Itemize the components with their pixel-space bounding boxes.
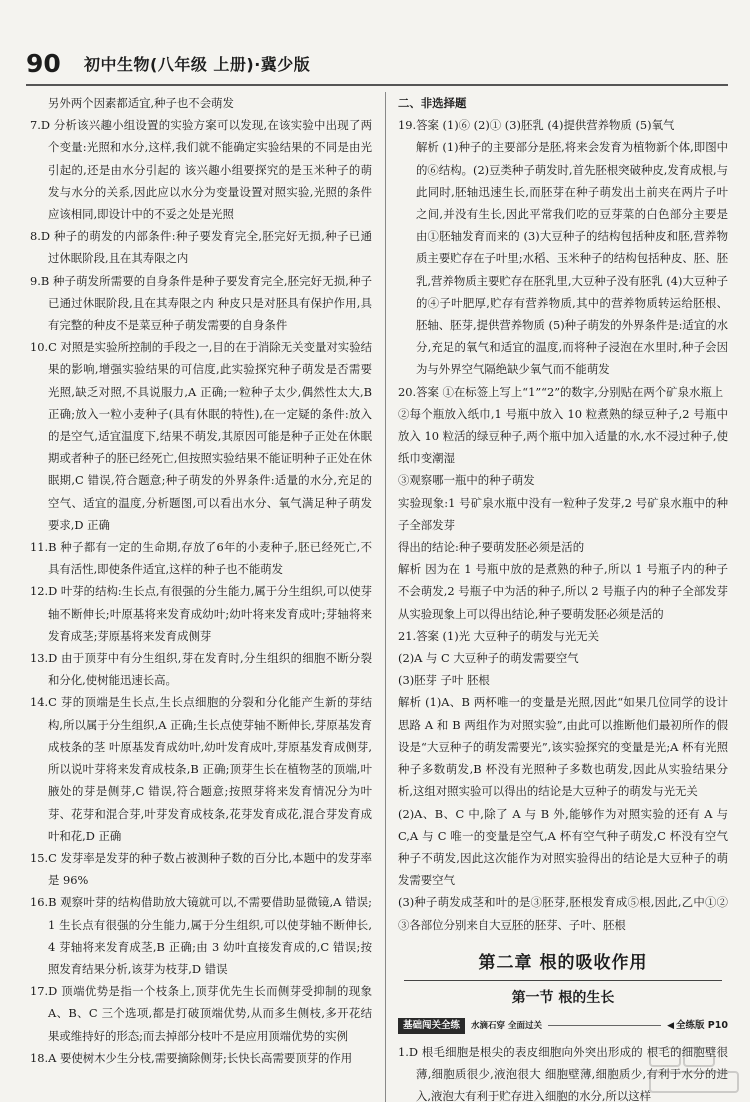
answer-20-step: 实验现象:1 号矿泉水瓶中没有一粒种子发芽,2 号矿泉水瓶中的种子全部发芽: [398, 495, 728, 532]
analysis-21: 解析 (1)A、B 两杯唯一的变量是光照,因此“如果几位同学的设计思路 A 和 B 两组作为对照实验”,由此可以推断他们最初所作的假设是“大豆种子的萌发需要光”,该实验探究的变量是光;A 杯有光照种子多数萌发,B 杯没有光照种子多数也萌发,因此从实验结果分析,这组对照实验可以得出的结论是大豆种子的萌发与光无关: [398, 695, 728, 799]
answer-item-14: 14.C 芽的顶端是生长点,生长点细胞的分裂和分化能产生新的芽结构,所以属于分生组织,A 正确;生长点使芽轴不断伸长,芽原基发育成枝条的茎 叶原基发育成幼叶,幼叶发育成叶,芽原基发育成侧芽,所以说叶芽将来发育成枝条,B 正确;顶芽生长在植物茎的顶端,叶腋处的芽是侧芽,C 错误,符合题意;按照芽将来发育情况分为叶芽、花芽和混合芽,叶芽发育成枝条,花芽发育成花,混合芽发育成叶和花,D 正确: [30, 695, 372, 843]
answer-item-17: 17.D 顶端优势是指一个枝条上,顶芽优先生长而侧芽受抑制的现象 A、B、C 三个选项,都是打破顶端优势,从而多生侧枝,多开花结果或维持好的形态;而去掉部分枝叶不是应用顶端优势的实例: [30, 984, 372, 1043]
page-header: [26, 50, 726, 80]
answer-item-9: 9.B 种子萌发所需要的自身条件是种子要发育完全,胚完好无损,种子已通过休眠阶段,且在其寿限之内 种皮只是对胚具有保护作用,具有完整的种皮不是菜豆种子萌发需要的自身条件: [30, 273, 372, 333]
right-column: [398, 92, 728, 1102]
answer-paragraph: 另外两个因素都适宜,种子也不会萌发: [48, 96, 234, 110]
answer-20-step: 得出的结论:种子要萌发胚必须是活的: [398, 540, 585, 555]
analysis-19: 解析 (1)种子的主要部分是胚,将来会发育为植物新个体,即图中的⑥结构。(2)豆类种子萌发时,首先胚根突破种皮,发育成根,与此同时,胚轴迅速生长,而胚芽在种子萌发出土前夹在两片子叶之间,并没有生长,因此平常我们吃的豆芽菜的白色部分主要是由①胚轴发育而来的 (3)大豆种子的结构包括种皮和胚,营养物质主要贮存在子叶里;水稻、玉米种子的结构包括种皮、胚、胚乳,营养物质主要贮存在胚乳里,大豆种子没有胚乳 (4)大豆种子的④子叶肥厚,贮存有营养物质,其中的营养物质转运给胚根、胚轴、胚芽,提供营养物质 (5)种子萌发的外界条件是:适宜的水分,充足的氧气和适宜的温度,而将种子浸泡在水里时,种子会因为与外界空气隔绝缺少氧气而不能萌发: [416, 140, 728, 377]
answer-item-13: 13.D 由于顶芽中有分生组织,芽在发育时,分生组织的细胞不断分裂和分化,使树能迅速长高。: [30, 651, 372, 688]
answer-item-10: 10.C 对照是实验所控制的手段之一,目的在于消除无关变量对实验结果的影响,增强实验结果的可信度,此实验探究种子萌发是否需要光照,缺乏对照,不具说服力,A 正确;一粒种子太少,偶然性太大,B 正确;放入一粒小麦种子(具有休眠的特性),在一定疑的条件:放入的是空气,适宜温度下,结果不萌发,其原因可能是种子正处在休眠期或者种子的胚已经死亡,但按照实验结果不能证明种子正处在休眠期,C 错误,符合题意;种子萌发的外界条件:适量的水分,充足的空气、适宜的温度,分析题图,可以看出水分、氧气满足种子萌发要求,D 正确: [30, 340, 372, 532]
answer-item-12: 12.D 叶芽的结构:生长点,有很强的分生能力,属于分生组织,可以使芽轴不断伸长;叶原基将来发育成幼叶;幼叶将来发育成叶;芽轴将来发育成茎;芽原基将来发育成侧芽: [30, 584, 372, 643]
bar-slogan: 水滴石穿 全面过关: [471, 1020, 542, 1031]
exercise-bar: [398, 1017, 728, 1035]
analysis-21-part-2: (2)A、B、C 中,除了 A 与 B 外,能够作为对照实验的还有 A 与 C,A 与 C 唯一的变量是空气,A 杯有空气种子萌发,C 杯没有空气种子不萌发,因此这次能作为对照实验得出的结论是大豆种子的萌发需要空气: [398, 806, 728, 888]
bar-badge: 基础闯关全练: [398, 1018, 465, 1034]
left-column: [30, 92, 372, 1069]
answer-item-21: 21.答案 (1)光 大豆种子的萌发与光无关: [398, 628, 599, 643]
answer-item-16: 16.B 观察叶芽的结构借助放大镜就可以,不需要借助显微镜,A 错误;1 生长点有很强的分生能力,属于分生组织,可以使芽轴不断伸长,4 芽轴将来发育成茎,B 正确;由 3 幼叶直接发育成的,C 错误;按照发育结果分析,该芽为枝芽,D 错误: [30, 895, 372, 976]
answer-21-step: (3)胚芽 子叶 胚根: [398, 673, 490, 688]
book-title: 初中生物(八年级 上册)·冀少版: [84, 55, 311, 74]
answer-item-15: 15.C 发芽率是发芽的种子数占被测种子数的百分比,本题中的发芽率是 96%: [30, 850, 372, 888]
chapter-title: 第二章 根的吸收作用: [478, 952, 648, 973]
section-heading: 二、非选择题: [398, 96, 467, 110]
page-number: 90: [26, 49, 61, 78]
section-title: 第一节 根的生长: [511, 989, 615, 1006]
bar-divider: [548, 1025, 661, 1026]
answer-21-step: (2)A 与 C 大豆种子的萌发需要空气: [398, 651, 579, 666]
answer-20-step: ③观察哪一瓶中的种子萌发: [398, 473, 535, 488]
answer-item-7: 7.D 分析该兴趣小组设置的实验方案可以发现,在该实验中出现了两个变量:光照和水分,这样,我们就不能确定实验结果的不同是由光引起的,还是由水分引起的 该兴趣小组要探究的是玉米种子的萌发与水分的关系,因此应以水分为变量设置对照实验,光照的条件应该相同,即设计中的不妥之处是光照: [30, 118, 372, 222]
analysis-20: 解析 因为在 1 号瓶中放的是煮熟的种子,所以 1 号瓶子内的种子不会萌发,2 号瓶子中为活的种子,所以 2 号瓶子内的种子全部发芽 从实验现象上可以得出结论,种子要萌发胚必须是活的: [398, 562, 728, 621]
header-rule: [26, 84, 728, 86]
bar-reference: 全练版 P10: [676, 1019, 728, 1031]
column-divider: [385, 92, 386, 1102]
watermark-logo: [646, 1044, 742, 1096]
arrow-left-icon: ◀: [667, 1020, 674, 1031]
answer-item-20: 20.答案 ①在标签上写上“1”“2”的数字,分别贴在两个矿泉水瓶上: [398, 384, 724, 399]
analysis-21-part-3: (3)种子萌发成茎和叶的是③胚芽,胚根发育成⑤根,因此,乙中①②③各部位分别来自大豆胚的胚芽、子叶、胚根: [398, 895, 728, 932]
answer-20-step: ②每个瓶放入纸巾,1 号瓶中放入 10 粒煮熟的绿豆种子,2 号瓶中放入 10 粒活的绿豆种子,两个瓶中加入适量的水,水不浸过种子,使纸巾变潮湿: [398, 406, 728, 466]
answer-item-18: 18.A 要使树木少生分枝,需要摘除侧芽;长快长高需要顶芽的作用: [30, 1050, 353, 1065]
chapter-rule: [404, 980, 722, 981]
answer-item-1: 1.D 根毛细胞是根尖的表皮细胞向外突出形成的 根毛的细胞壁很薄,细胞质很少,液泡很大 细胞壁薄,细胞质少,有利于水分的进入,液泡大有利于贮存进入细胞的水分,所以这样: [398, 1044, 728, 1102]
answer-item-19: 19.答案 (1)⑥ (2)① (3)胚乳 (4)提供营养物质 (5)氧气: [398, 118, 675, 133]
answer-item-8: 8.D 种子的萌发的内部条件:种子要发育完全,胚完好无损,种子已通过休眠阶段,且在其寿限之内: [30, 229, 372, 266]
answer-item-11: 11.B 种子都有一定的生命期,存放了6年的小麦种子,胚已经死亡,不具有活性,即使条件适宜,这样的种子也不能萌发: [30, 540, 372, 577]
